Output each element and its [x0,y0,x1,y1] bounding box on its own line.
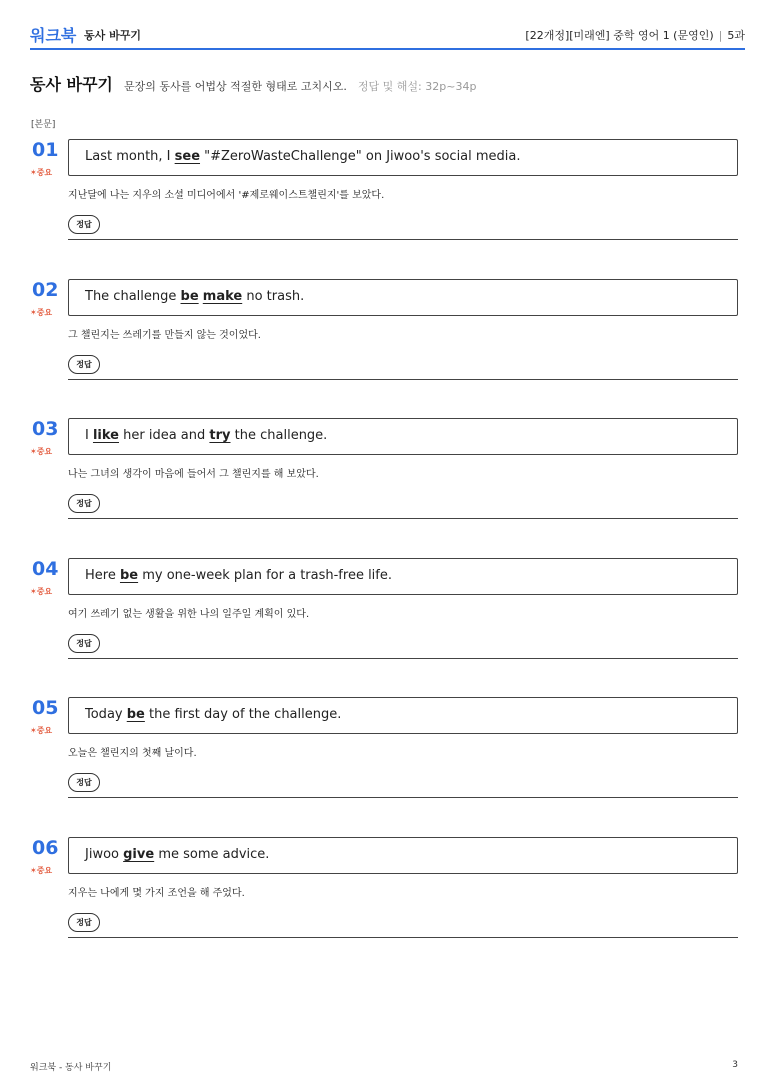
lesson-label: 5과 [727,29,745,42]
importance-badge [30,446,52,457]
importance-icon: ✶ [30,587,37,596]
target-verb: make [202,289,243,304]
answer-line [68,797,738,798]
sentence-text: the first day of the challenge. [144,707,342,722]
footer-title: 워크북 - 동사 바꾸기 [30,1063,112,1073]
importance-badge [30,167,52,178]
answer-button[interactable]: 정답 [68,355,100,374]
importance-icon: ✶ [30,168,37,177]
sentence-text: "#ZeroWasteChallenge" on Jiwoo's social media. [200,149,521,164]
importance-label: 중요 [36,308,53,317]
importance-badge [30,725,52,736]
question-number: 05 [32,697,59,719]
exercise-heading [30,72,745,96]
question-translation: 오늘은 챌린지의 첫째 날이다. [68,748,197,759]
question-number: 03 [32,418,59,440]
exercise-instruction: 문장의 동사를 어법상 적절한 형태로 고치시오. [123,80,347,93]
importance-icon: ✶ [30,866,37,875]
question-item [30,837,745,937]
importance-icon: ✶ [30,726,37,735]
target-verb: give [123,847,155,862]
section-tag: [본문] [31,120,56,130]
question-number: 04 [32,558,59,580]
importance-badge [30,586,52,597]
answer-line [68,518,738,519]
question-sentence [68,697,738,734]
target-verb: be [126,707,145,722]
brand-title: 워크북 [30,26,77,45]
answer-button[interactable]: 정답 [68,215,100,234]
question-number: 06 [32,837,59,859]
question-sentence [68,837,738,874]
sentence-text: The challenge [85,289,181,304]
importance-label: 중요 [36,168,53,177]
importance-badge [30,307,52,318]
sentence-text: me some advice. [154,847,270,862]
question-sentence [68,279,738,316]
importance-icon: ✶ [30,447,37,456]
answer-line [68,239,738,240]
importance-icon: ✶ [30,308,37,317]
question-translation: 지우는 나에게 몇 가지 조언을 해 주었다. [68,888,245,899]
answer-button[interactable]: 정답 [68,773,100,792]
page-number: 3 [732,1060,738,1070]
answer-button[interactable]: 정답 [68,494,100,513]
answer-line [68,937,738,938]
question-item [30,697,745,797]
answer-reference: 정답 및 해설: 32p~34p [357,80,477,93]
target-verb: see [174,149,201,164]
target-verb: try [209,428,231,443]
question-item [30,139,745,239]
target-verb: be [119,568,139,583]
importance-label: 중요 [36,587,53,596]
question-item [30,418,745,518]
sentence-text: my one-week plan for a trash-free life. [138,568,392,583]
sentence-text: the challenge. [230,428,328,443]
sentence-text: Today [85,707,127,722]
answer-line [68,658,738,659]
sentence-text: her idea and [119,428,210,443]
sentence-text: Here [85,568,120,583]
importance-label: 중요 [36,866,53,875]
question-translation: 그 챌린지는 쓰레기를 만들지 않는 것이었다. [68,330,261,341]
section-title: 동사 바꾸기 [84,29,141,42]
question-translation: 나는 그녀의 생각이 마음에 들어서 그 챌린지를 해 보았다. [68,469,319,480]
question-number: 02 [32,279,59,301]
question-translation: 여기 쓰레기 없는 생활을 위한 나의 일주일 계획이 있다. [68,609,310,620]
importance-label: 중요 [36,447,53,456]
sentence-text: no trash. [242,289,305,304]
answer-button[interactable]: 정답 [68,634,100,653]
question-translation: 지난달에 나는 지우의 소셜 미디어에서 '#제로웨이스트챌린지'를 보았다. [68,190,385,201]
book-info [525,27,745,43]
target-verb: like [92,428,119,443]
separator: | [718,29,723,42]
sentence-text: I [85,428,93,443]
answer-button[interactable]: 정답 [68,913,100,932]
importance-badge [30,865,52,876]
answer-line [68,379,738,380]
question-item [30,558,745,658]
sentence-text: Last month, I [85,149,175,164]
question-sentence [68,558,738,595]
book-title: [22개정][미래엔] 중학 영어 1 (문영인) [525,29,714,42]
importance-label: 중요 [36,726,53,735]
question-sentence [68,139,738,176]
target-verb: be [180,289,199,304]
question-number: 01 [32,139,59,161]
page-header [30,18,745,50]
sentence-text: Jiwoo [85,847,124,862]
question-item [30,279,745,379]
question-sentence [68,418,738,455]
exercise-title: 동사 바꾸기 [30,75,113,94]
